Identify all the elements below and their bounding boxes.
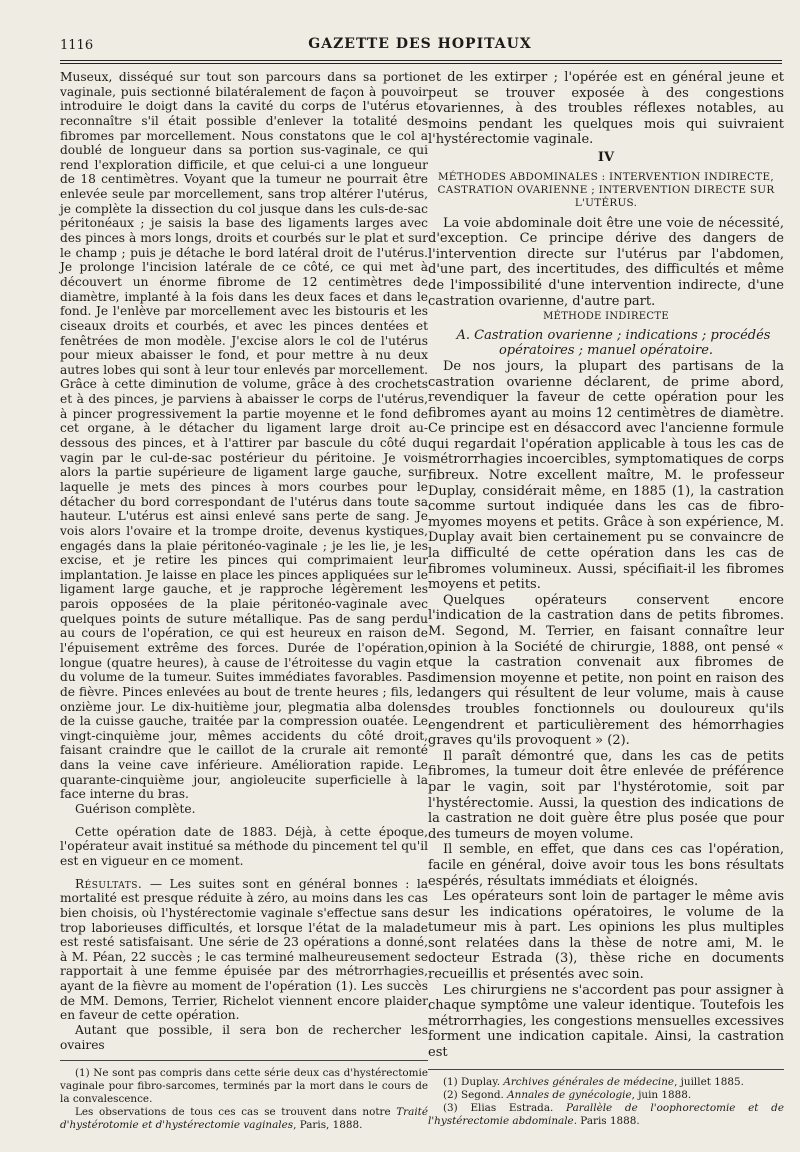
results-text: — Les suites sont en général bonnes : la mortalité est presque réduite à zéro, au moins dans les cas bien choisis, où l'hystérectomie vaginale s'effectue sans de trop laborieuses difficultés, et lorsque l'état de la malade est resté satisfaisant. Une série de 23 opérations a donné, à M. Péan, 22 succès ; le cas terminé malheureusement se rapportait à une femme épuisée par des métrorrhagies, ayant de la fièvre au moment de l'opération (1). Les succès de MM. Demons, Terrier, Richelot viennent encore plaider en faveur de cette opération. xyxy=(60,876,428,1023)
header-rule-thin xyxy=(60,63,782,64)
paragraph xyxy=(60,877,428,1023)
left-column xyxy=(60,70,428,1132)
footnote: (3) Elias Estrada. Parallèle de l'oophorectomie et de l'hystérectomie abdominale. Paris 1888. xyxy=(428,1101,784,1127)
paragraph: Il semble, en effet, que dans ces cas l'opération, facile en général, doive avoir tous les bons résultats espérés, résultats immédiats et éloignés. xyxy=(428,842,784,889)
paragraph: Quelques opérateurs conservent encore l'indication de la castration dans de petits fibromes. M. Segond, M. Terrier, en faisant connaître leur opinion à la Société de chirurgie, 1888, ont pensé « que la castration convenait aux fibromes de dimension moyenne et petite, non point en raison des dangers qui résultent de leur volume, mais à cause des troubles fonctionnels ou douloureux qu'ils engendrent et particulièrement des hémorrhagies graves qu'ils provoquent » (2). xyxy=(428,592,784,749)
footnote: (1) Duplay. Archives générales de médecine, juillet 1885. xyxy=(443,1075,744,1088)
journal-title: GAZETTE DES HOPITAUX xyxy=(308,36,532,52)
paragraph: Les chirurgiens ne s'accordent pas pour assigner à chaque symptôme une valeur identique. Toutefois les métrorrhagies, les congestions mensuelles excessives forment une indication capitale. Ainsi, la castration est xyxy=(428,982,784,1061)
header-rule xyxy=(60,60,782,61)
paragraph: Il paraît démontré que, dans les cas de petits fibromes, la tumeur doit être enlevée de préférence par le vagin, soit par l'hystérotomie, soit par l'hystérectomie. Aussi, la question des indications de la castration ne doit guère être plus posée que pour des tumeurs de moyen volume. xyxy=(428,748,784,842)
section-title: MÉTHODES ABDOMINALES : INTERVENTION INDIRECTE, CASTRATION OVARIENNE ; INTERVENTION DIRECTE SUR L'UTÉRUS. xyxy=(437,170,775,209)
paragraph: Les opérateurs sont loin de partager le même avis sur les indications opératoires, le volume de la tumeur mis à part. Les opinions les plus multiples sont relatées dans la thèse de notre ami, M. le docteur Estrada (3), thèse riche en documents recueillis et présentés avec soin. xyxy=(428,889,784,983)
footnote-rule xyxy=(428,1069,784,1070)
paragraph: et de les extirper ; l'opérée est en général jeune et peut se trouver exposée à des congestions ovariennes, à des troubles réflexes notables, au moins pendant les quelques mois qui suivraient l'hystérectomie vaginale. xyxy=(428,70,784,148)
footnote-rule xyxy=(60,1060,428,1061)
subsection-heading: A. Castration ovarienne ; indications ; procédés opératoires ; manuel opératoire. xyxy=(456,327,771,359)
page-number: 1116 xyxy=(60,38,94,53)
footnote: (2) Segond. Annales de gynécologie, juin 1888. xyxy=(443,1088,692,1101)
subsection-title: MÉTHODE INDIRECTE xyxy=(543,311,669,323)
right-column xyxy=(428,70,784,1128)
paragraph: De nos jours, la plupart des partisans de la castration ovarienne déclarent, de prime abord, revendiquer la faveur de cette opération pour les fibromes ayant au moins 12 centimètres de diamètre. Ce principe est en désaccord avec l'ancienne formule qui regardait l'opération applicable à tous les cas de métrorrhagies incoercibles, symptomatiques de corps fibreux. Notre excellent maître, M. le professeur Duplay, considérait même, en 1885 (1), la castration comme surtout indiquée dans les cas de fibro-myomes moyens et petits. Grâce à son expérience, M. Duplay avait bien certainement pu se convaincre de la difficulté de cette opération dans les cas de fibromes volumineux. Aussi, spécifiait-il les fibromes moyens et petits. xyxy=(428,358,784,593)
footnote: Les observations de tous ces cas se trouvent dans notre Traité d'hystérotomie et d'hystérectomie vaginales, Paris, 1888. xyxy=(60,1106,428,1132)
paragraph: La voie abdominale doit être une voie de nécessité, d'exception. Ce principe dérive des dangers de l'intervention directe sur l'utérus par l'abdomen, d'une part, des incertitudes, des difficultés et même de l'impossibilité d'une intervention indirecte, d'une castration ovarienne, d'autre part. xyxy=(428,215,784,309)
footnote: (1) Ne sont pas compris dans cette série deux cas d'hystérectomie vaginale pour fibro-sarcomes, terminés par la mort dans le cours de la convalescence. xyxy=(60,1067,428,1106)
book-title: Traité d'hystérotomie et d'hystérectomie vaginales xyxy=(60,1106,428,1132)
results-label: Résultats. xyxy=(75,876,143,891)
paragraph: Guérison complète. xyxy=(75,802,196,817)
paragraph: Autant que possible, il sera bon de rechercher les ovaires xyxy=(60,1023,428,1052)
section-number: IV xyxy=(597,149,615,165)
running-header xyxy=(60,32,780,58)
paragraph: Cette opération date de 1883. Déjà, à cette époque, l'opérateur avait institué sa méthode du pincement tel qu'il est en vigueur en ce moment. xyxy=(60,824,428,868)
paragraph: Museux, disséqué sur tout son parcours dans sa portion vaginale, puis sectionné bilatéralement de façon à pouvoir introduire le doigt dans la cavité du corps de l'utérus et reconnaître s'il était possible d'enlever la totalité des fibromes par morcellement. Nous constatons que le col a doublé de longueur dans sa portion sus-vaginale, ce qui rend l'exploration difficile, et que celui-ci a une longueur de 18 centimètres. Voyant que la tumeur ne pourrait être enlevée seule par morcellement, sans trop altérer l'utérus, je complète la dissection du col jusque dans les culs-de-sac péritonéaux ; je saisis la base des ligaments larges avec des pinces à mors longs, droits et courbés sur le plat et sur le champ ; puis je détache le bord latéral droit de l'utérus. Je prolonge l'incision latérale de ce côté, ce qui met à découvert un énorme fibrome de 12 centimètres de diamètre, implanté à la fois dans les deux faces et dans le fond. Je l'enlève par morcellement avec les bistouris et les ciseaux droits et courbés, et avec les pinces dentées et fenêtrées de mon modèle. J'excise alors le col de l'utérus pour mieux abaisser le fond, et pour mettre à nu deux autres lobes qui sont à leur tour enlevés par morcellement. Grâce à cette diminution de volume, grâce à des crochets et à des pinces, je parviens à abaisser le corps de l'utérus, à pincer progressivement la partie moyenne et le fond de cet organe, à le détacher du ligament large droit au-dessous des pinces, et à l'attirer par bascule du côté du vagin par le cul-de-sac postérieur du péritoine. Je vois alors la partie supérieure de ligament large gauche, sur laquelle je mets des pinces à mors courbes pour le détacher du bord correspondant de l'utérus dans toute sa hauteur. L'utérus est ainsi enlevé sans perte de sang. Je vois alors l'ovaire et la trompe droite, devenus kystiques, engagés dans la plaie péritonéo-vaginale ; je les lie, je les excise, et je retire les pinces qui comprimaient leur implantation. Je laisse en place les pinces appliquées sur le ligament large gauche, et je rapproche légèrement les parois opposées de la plaie péritonéo-vaginale avec quelques points de suture métallique. Pas de sang perdu au cours de l'opération, ce qui est heureux en raison de l'épuisement extrême des forces. Durée de l'opération, longue (quatre heures), à cause de l'étroitesse du vagin et du volume de la tumeur. Suites immédiates favorables. Pas de fièvre. Pinces enlevées au bout de trente heures ; fils, le onzième jour. Le dix-huitième jour, plegmatia alba dolens de la cuisse gauche, traitée par la compression ouatée. Le vingt-cinquième jour, mêmes accidents du côté droit, faisant craindre que le caillot de la crurale ait remonté dans la veine cave inférieure. Amélioration rapide. Le quarante-cinquième jour, angioleucite superficielle à la face interne du bras. xyxy=(60,70,428,802)
